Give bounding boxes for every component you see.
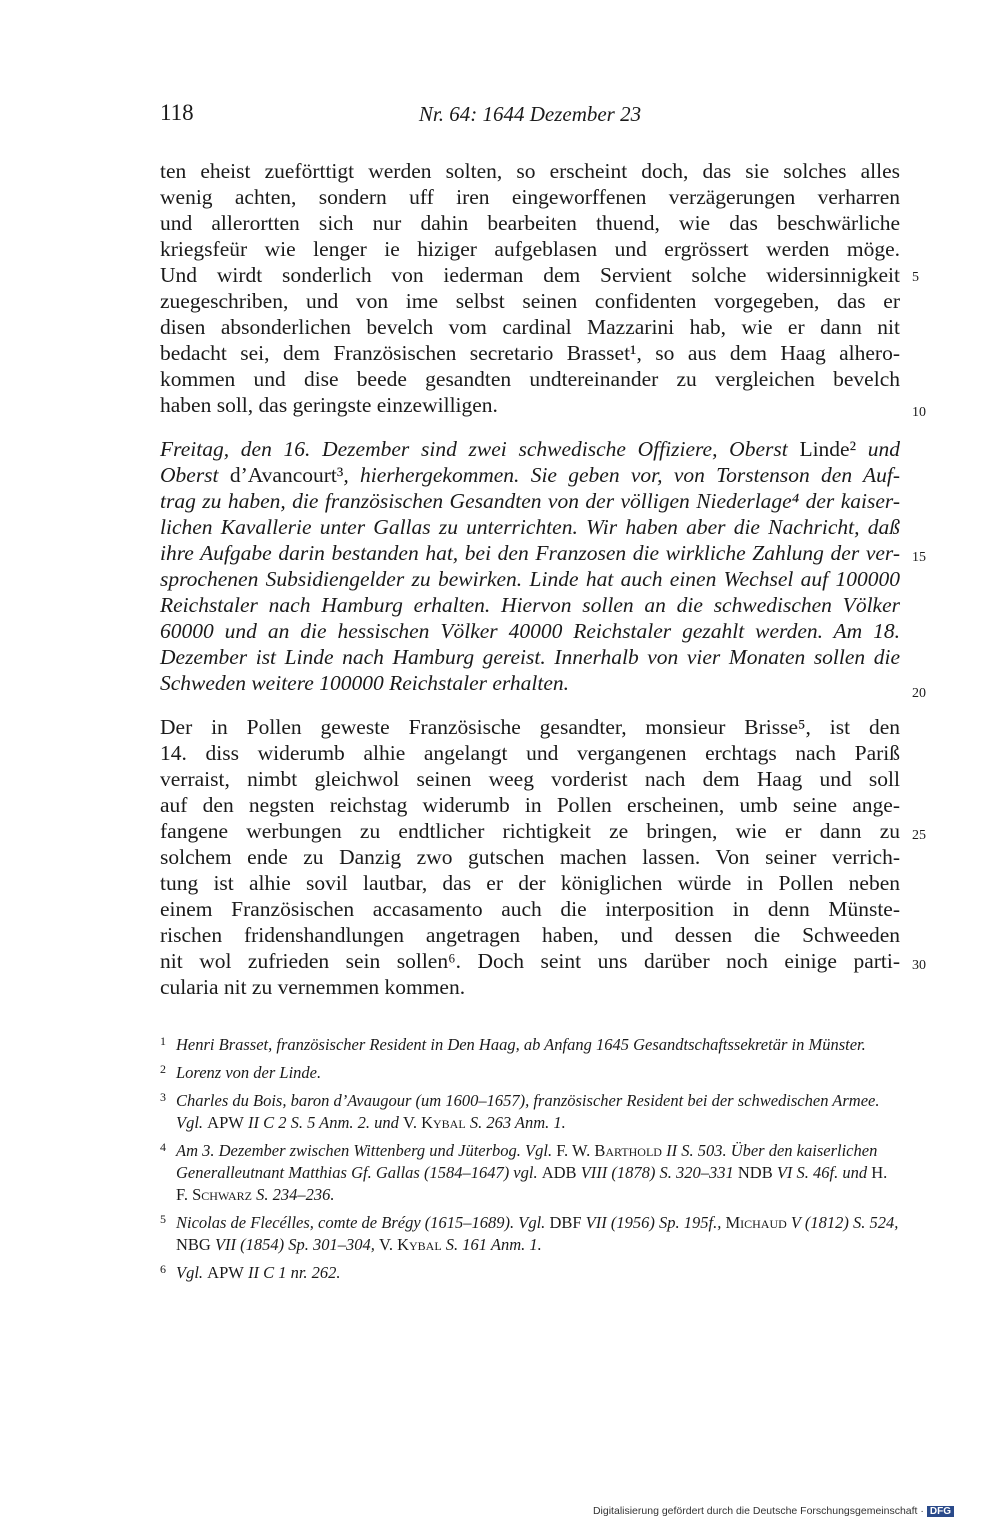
footnote-mark: 6 [160, 1262, 166, 1276]
footnote-text: Am 3. Dezember zwischen Wittenberg und Jüterbog. Vgl. F. W. Barthold II S. 503. Über den kaiserlichen Generalleutnant Matthias Gf. Gallas (1584–1647) vgl. ADB VIII (1878) S. 320–331 NDB VI S. 46f. und H. F. Schwarz S. 234–236. [176, 1141, 888, 1204]
footer-credit [593, 1505, 954, 1517]
paragraph-3 [160, 714, 900, 1000]
line-number-10: 10 [912, 405, 926, 420]
paragraph-1 [160, 158, 900, 418]
text-line: Dezember ist Linde nach Hamburg gereist. Innerhalb von vier Monaten sollen die [160, 645, 900, 669]
footnote-text: Nicolas de Flecélles, comte de Brégy (1615–1689). Vgl. DBF VII (1956) Sp. 195f., Michaud V (1812) S. 524, NBG VII (1854) Sp. 301–304, V. Kybal S. 161 Anm. 1. [176, 1213, 899, 1254]
text-line: kommen und dise beede gesandten undtereinander zu vergleichen bevelch [160, 367, 900, 391]
text-line: verraist, nimbt gleichwol seinen weeg vorderist nach dem Haag und soll [160, 767, 900, 791]
text-line: 14. diss widerumb alhie angelangt und vergangenen erchtags nach Pariß [160, 741, 900, 765]
text-line: Freitag, den 16. Dezember sind zwei schwedische Offiziere, Oberst Linde² und [160, 437, 901, 461]
dfg-logo: DFG [927, 1506, 954, 1517]
footnote-text: Henri Brasset, französischer Resident in Den Haag, ab Anfang 1645 Gesandtschaftssekretär in Münster. [176, 1035, 866, 1054]
footnote-mark: 2 [160, 1062, 166, 1076]
footnote-mark: 5 [160, 1212, 166, 1226]
text-line: solchem ende zu Danzig zwo gutschen machen lassen. Von seiner verrich- [160, 845, 900, 869]
footer-text: Digitalisierung gefördert durch die Deutsche Forschungsgemeinschaft · [592, 1505, 924, 1517]
text-line: Oberst d’Avancourt³, hierhergekommen. Sie geben vor, von Torstenson den Auf- [160, 463, 901, 487]
text-line: trag zu haben, die französischen Gesandten von der völligen Niederlage⁴ der kaiser- [160, 489, 900, 513]
footnote-text: Vgl. APW II C 1 nr. 262. [176, 1263, 341, 1282]
footnote [160, 1212, 900, 1256]
text-line: haben soll, das geringste einzewilligen. [160, 393, 498, 417]
page-number: 118 [160, 100, 194, 125]
line-number-25: 25 [912, 828, 926, 843]
line-number-5: 5 [912, 270, 919, 285]
text-line: Schweden weitere 100000 Reichstaler erhalten. [160, 671, 570, 695]
text-line: rischen fridenshandlungen angetragen haben, und dessen die Schweeden [160, 923, 900, 947]
text-line: sprochenen Subsidiengelder zu bewirken. Linde hat auch einen Wechsel auf 100000 [160, 567, 900, 591]
text-line: fangene werbungen zu endtlicher richtigkeit ze bringen, wie er dann zu [160, 819, 900, 843]
text-line: Und wirdt sonderlich von iederman dem Servient solche widersinnigkeit [160, 263, 900, 287]
paragraph-2-italic-summary [160, 436, 900, 696]
text-line: tung ist alhie sovil lautbar, das er der königlichen würde in Pollen neben [160, 871, 900, 895]
footnote [160, 1090, 900, 1134]
text-line: cularia nit zu vernemmen kommen. [160, 975, 466, 999]
text-line: zuegeschriben, und von ime selbst seinen confidenten vorgegeben, das er [160, 289, 900, 313]
footnote-mark: 3 [160, 1090, 166, 1104]
text-line: und allerortten sich nur dahin bearbeiten thuend, wie das beschwärliche [160, 211, 900, 235]
footnote [160, 1140, 900, 1206]
text-line: lichen Kavallerie unter Gallas zu unterrichten. Wir haben aber die Nachricht, daß [160, 515, 900, 539]
footnote-mark: 4 [160, 1140, 166, 1154]
text-line: 60000 und an die hessischen Völker 40000 Reichstaler gezahlt werden. Am 18. [160, 619, 900, 643]
text-line: auf den negsten reichstag widerumb in Pollen erscheinen, umb seine ange- [160, 793, 900, 817]
line-number-15: 15 [912, 550, 926, 565]
footnote-text: Lorenz von der Linde. [176, 1063, 322, 1082]
text-line: bedacht sei, dem Französischen secretario Brasset¹, so aus dem Haag alhero- [160, 341, 900, 365]
text-line: Reichstaler nach Hamburg erhalten. Hiervon sollen an die schwedischen Völker [160, 593, 900, 617]
text-line: disen absonderlichen bevelch vom cardinal Mazzarini hab, wie er dann nit [160, 315, 900, 339]
footnote [160, 1062, 900, 1084]
text-line: ten eheist zueförttigt werden solten, so erscheint doch, das sie solches alles [160, 159, 900, 183]
text-line: ihre Aufgabe darin bestanden hat, bei den Franzosen die wirkliche Zahlung der ver- [160, 541, 900, 565]
footnote [160, 1262, 900, 1284]
footnote-mark: 1 [160, 1034, 166, 1048]
text-line: nit wol zufrieden sein sollen⁶. Doch seint uns darüber noch einige parti- [160, 949, 900, 973]
text-line: Der in Pollen geweste Französische gesandter, monsieur Brisse⁵, ist den [160, 715, 900, 739]
running-head: Nr. 64: 1644 Dezember 23 [418, 102, 642, 126]
footnote [160, 1034, 900, 1056]
line-number-20: 20 [912, 686, 926, 701]
text-line: einem Französischen accasamento auch die interposition in denn Münste- [160, 897, 900, 921]
footnotes [160, 1034, 900, 1290]
footnote-text: Charles du Bois, baron d’Avaugour (um 1600–1657), französischer Resident bei der schwedischen Armee. Vgl. APW II C 2 S. 5 Anm. 2. und V. Kybal S. 263 Anm. 1. [176, 1091, 880, 1132]
text-line: wenig achten, sondern uff iren eingeworffenen verzägerungen verharren [160, 185, 900, 209]
line-number-30: 30 [912, 958, 926, 973]
text-line: kriegsfeür wie lenger ie hiziger aufgeblasen und ergrössert werden möge. [160, 237, 900, 261]
